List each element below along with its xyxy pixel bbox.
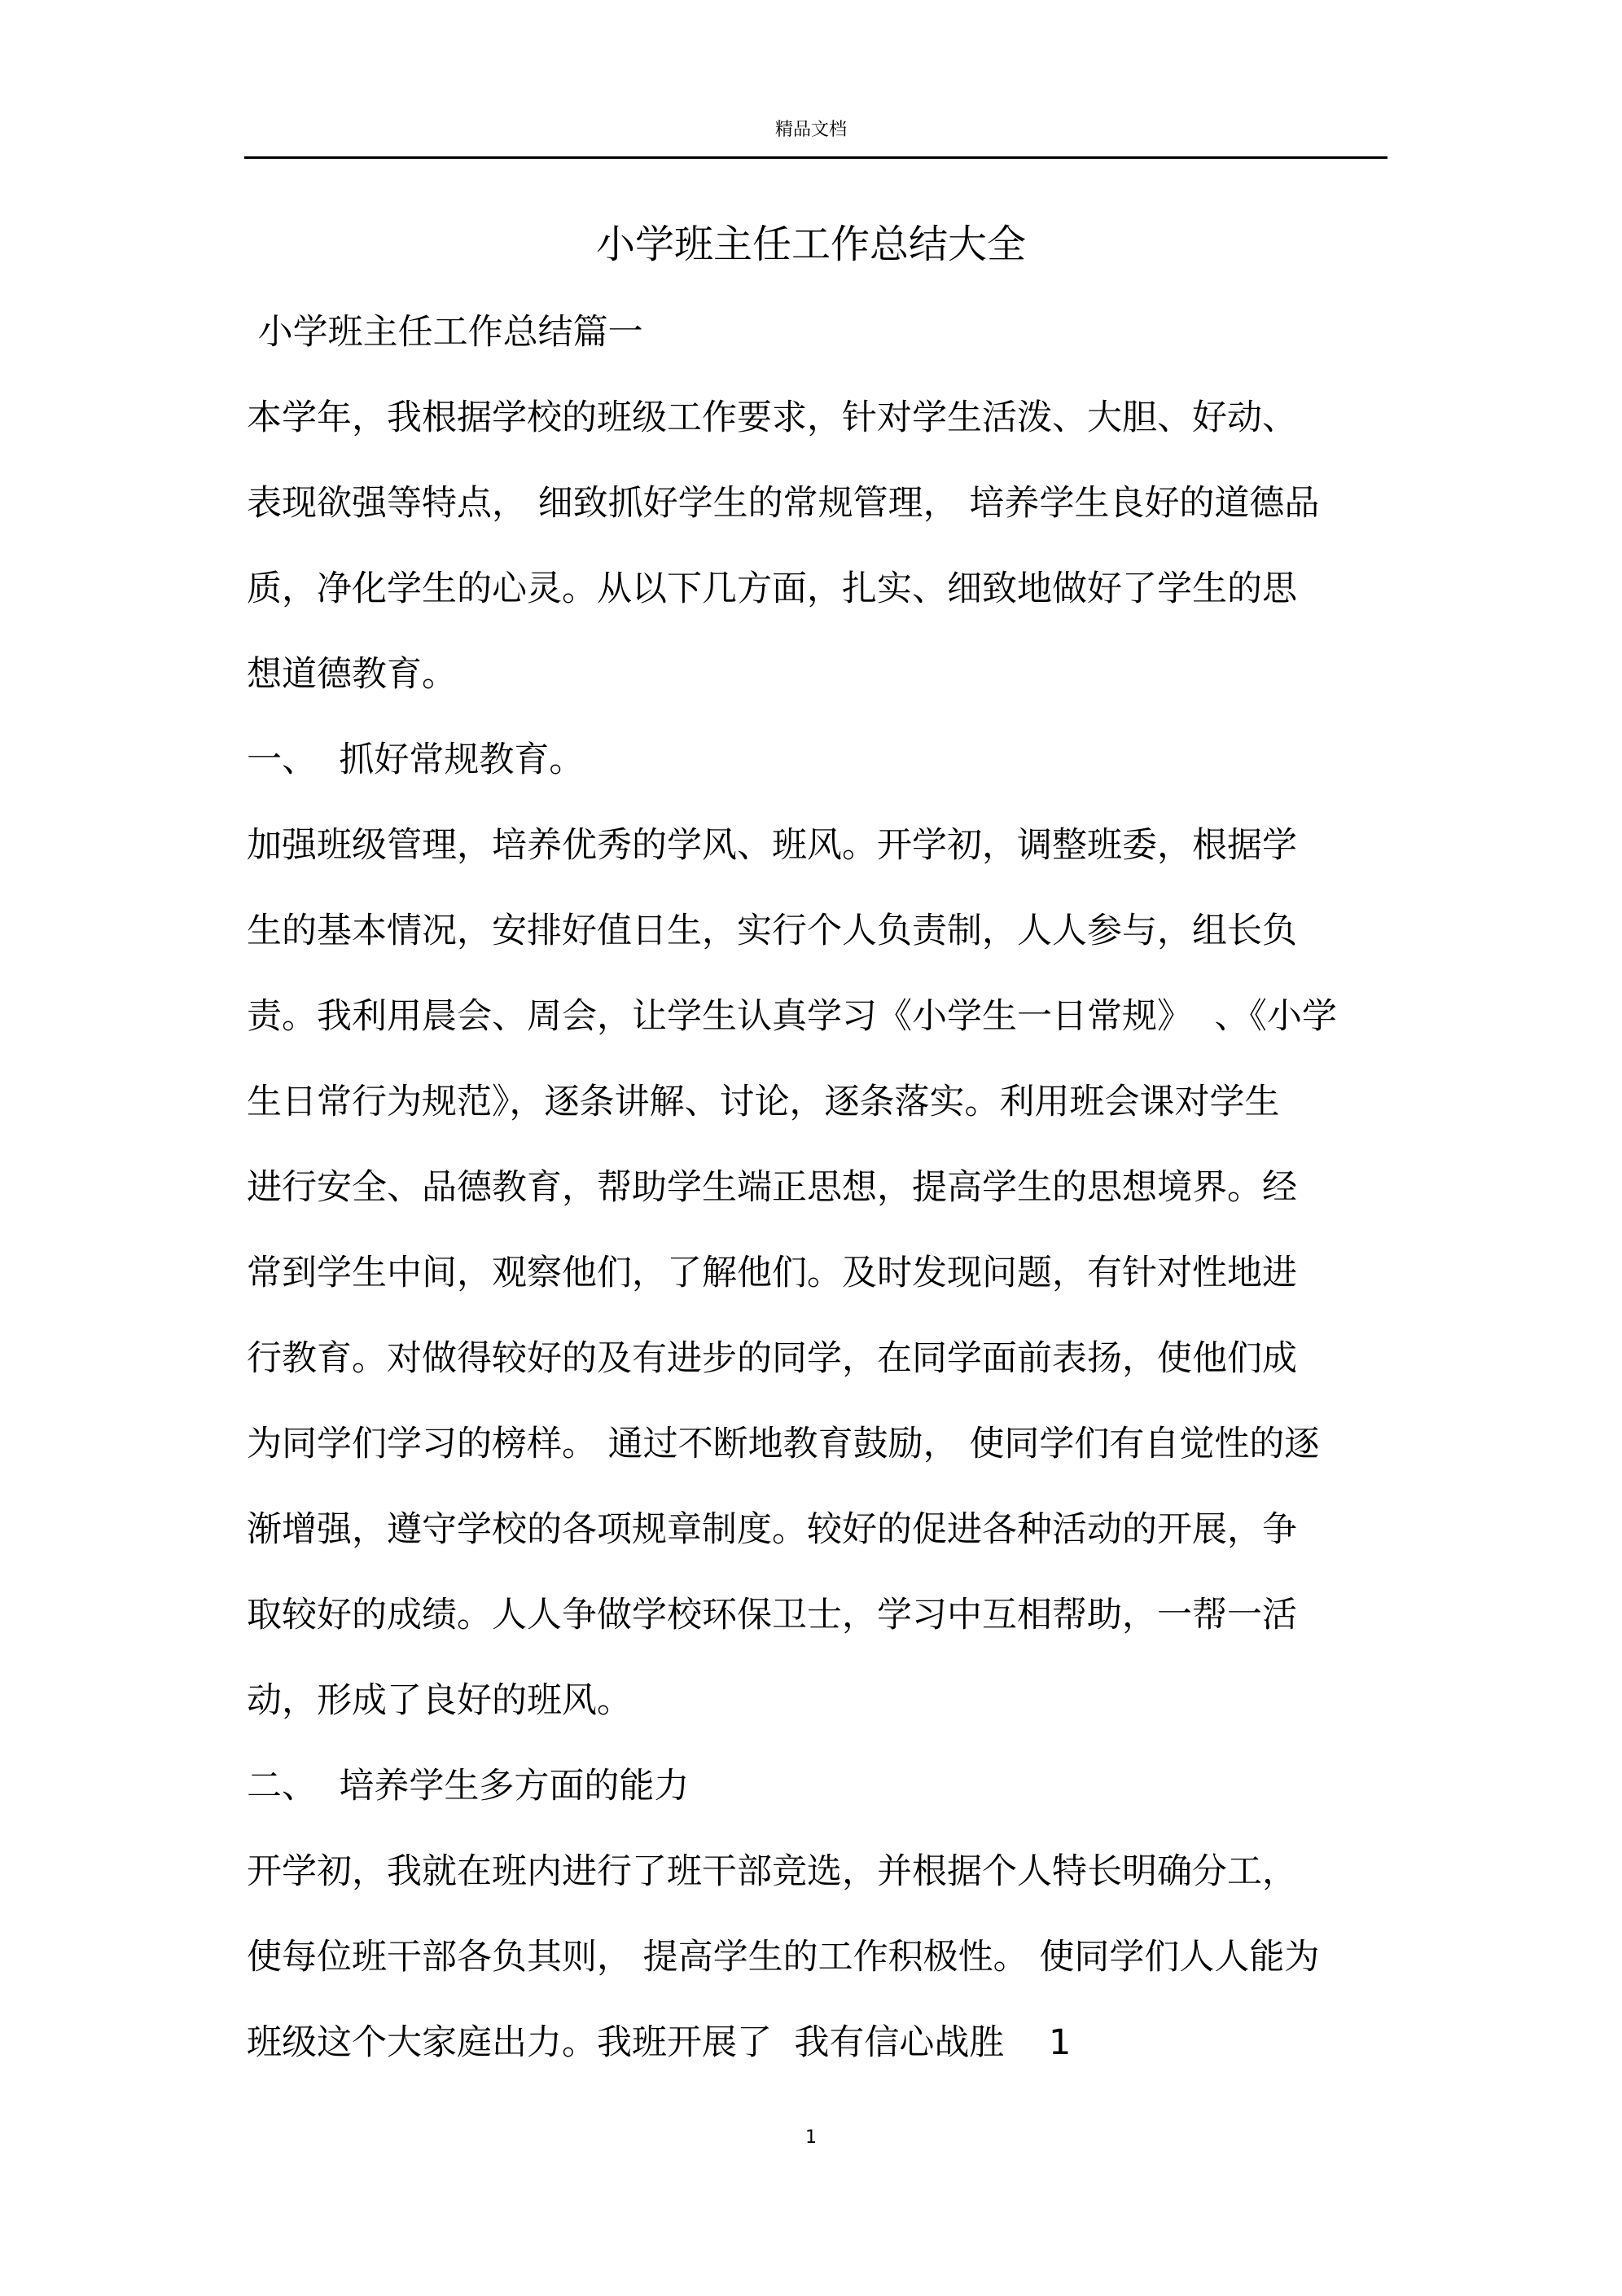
paragraph-line: 加强班级管理，培养优秀的学风、班风。开学初，调整班委，根据学 (247, 825, 1297, 866)
section-subtitle: 小学班主任工作总结篇一 (247, 312, 643, 353)
document-body (247, 312, 1403, 2108)
paragraph-line: 行教育。对做得较好的及有进步的同学，在同学面前表扬，使他们成 (247, 1338, 1297, 1379)
paragraph-line: 生日常行为规范》，逐条讲解、讨论，逐条落实。利用班会课对学生 (247, 1082, 1280, 1122)
page-header-text: 精品文档 (774, 120, 847, 140)
paragraph-line: 表现欲强等特点， 细致抓好学生的常规管理， 培养学生良好的道德品 (247, 483, 1320, 524)
paragraph-line: 质，净化学生的心灵。从以下几方面，扎实、细致地做好了学生的思 (247, 569, 1297, 609)
document-title: 小学班主任工作总结大全 (595, 222, 1026, 267)
paragraph-line: 生的基本情况，安排好值日生，实行个人负责制，人人参与，组长负 (247, 911, 1297, 951)
paragraph-line: 取较好的成绩。人人争做学校环保卫士，学习中互相帮助，一帮一活 (247, 1595, 1297, 1635)
paragraph-line: 使每位班干部各负其则， 提高学生的工作积极性。 使同学们人人能为 (247, 1937, 1320, 1978)
paragraph-line: 班级这个大家庭出力。我班开展了 我有信心战胜 1 (247, 2022, 1072, 2063)
section-heading-2: 二、 培养学生多方面的能力 (247, 1766, 690, 1807)
paragraph-line: 责。我利用晨会、周会，让学生认真学习《小学生一日常规》 、《小学 (247, 996, 1337, 1037)
paragraph-line: 开学初，我就在班内进行了班干部竞选，并根据个人特长明确分工， (247, 1851, 1297, 1892)
paragraph-line: 渐增强，遵守学校的各项规章制度。较好的促进各种活动的开展，争 (247, 1509, 1297, 1550)
paragraph-line: 本学年，我根据学校的班级工作要求，针对学生活泼、大胆、好动、 (247, 397, 1297, 438)
paragraph-line: 动，形成了良好的班风。 (247, 1680, 632, 1721)
paragraph-line: 常到学生中间，观察他们，了解他们。及时发现问题，有针对性地进 (247, 1253, 1297, 1293)
paragraph-line: 进行安全、品德教育，帮助学生端正思想，提高学生的思想境界。经 (247, 1167, 1297, 1208)
paragraph-line: 想道德教育。 (247, 654, 457, 695)
page-number: 1 (805, 2127, 817, 2148)
header-divider (244, 156, 1387, 159)
paragraph-line: 为同学们学习的榜样。 通过不断地教育鼓励， 使同学们有自觉性的逐 (247, 1424, 1320, 1464)
section-heading-1: 一、 抓好常规教育。 (247, 740, 585, 780)
